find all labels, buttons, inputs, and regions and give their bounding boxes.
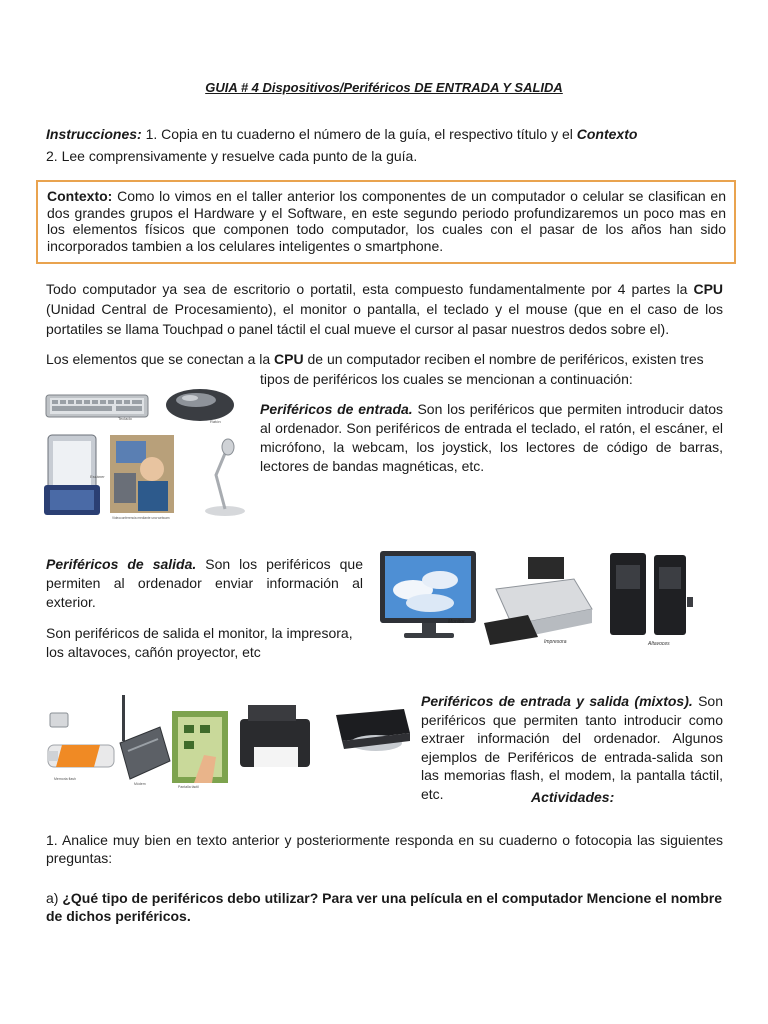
question-a-text: ¿Qué tipo de periféricos debo utilizar? Para ver una película en el computador Mencione el nombre de dichos periféricos. — [46, 890, 723, 924]
activities-heading: Actividades: — [531, 789, 615, 805]
activity-question-a — [46, 889, 723, 925]
input-peripherals-label: Periféricos de entrada. — [260, 401, 413, 417]
cpu-word: CPU — [693, 281, 724, 297]
modem-icon — [120, 695, 170, 779]
instructions-step1: 1. Copia en tu cuaderno el número de la guía, el respectivo título y el — [145, 126, 573, 142]
cpu-paragraph-part1: Todo computador ya sea de escritorio o portatil, esta compuesto fundamentalmente por 4 partes la — [46, 281, 688, 297]
document-title: GUIA # 4 Dispositivos/Periféricos DE ENTRADA Y SALIDA — [205, 80, 563, 95]
peripherals-intro — [46, 349, 723, 369]
peripherals-intro-part2: de un computador reciben el nombre de periféricos, existen tres — [307, 351, 704, 367]
instructions-line-1 — [46, 125, 746, 144]
output-peripherals-examples: Son periféricos de salida el monitor, la impresora, los altavoces, cañón proyector, etc — [46, 625, 353, 660]
speakers-caption: Altavoces — [648, 641, 670, 647]
flash-memory-caption: Memoria flash — [54, 777, 76, 781]
scanner-caption: Escáner — [90, 474, 105, 479]
context-box — [36, 180, 736, 264]
keyboard-caption: Teclado — [118, 416, 132, 421]
peripherals-intro-line2: tipos de periféricos los cuales se mencionan a continuación: — [260, 371, 633, 387]
question-a-prefix: a) — [46, 890, 59, 906]
context-label: Contexto: — [47, 188, 113, 204]
mouse-caption: Ratón — [210, 419, 221, 424]
instructions-context-word: Contexto — [576, 126, 638, 142]
cpu-paragraph — [46, 279, 723, 339]
keyboard-icon — [46, 395, 148, 417]
output-peripherals-image — [378, 545, 708, 650]
cpu-paragraph-part2: (Unidad Central de Procesamiento), el monitor o pantalla, el teclado y el mouse (que en el caso de los portatiles se llama — [46, 301, 723, 337]
output-peripherals-label: Periféricos de salida. — [46, 556, 197, 572]
modem-caption: Módem — [134, 782, 146, 786]
multifunction-printer-icon — [240, 705, 310, 767]
instructions-step2: 2. Lee comprensivamente y resuelve cada punto de la guía. — [46, 148, 418, 164]
optical-drive-icon — [336, 709, 410, 751]
touch-screen-caption: Pantalla táctil — [178, 785, 199, 789]
webcam-caption: Videoconferencia mediante una webcam — [112, 516, 170, 520]
printer-icon — [484, 557, 592, 645]
mixed-peripherals-image — [44, 685, 414, 790]
touch-screen-icon — [172, 711, 228, 783]
output-peripherals-text — [46, 555, 363, 612]
mixed-peripherals-text — [421, 692, 723, 803]
activity-question-1: 1. Analice muy bien en texto anterior y posteriormente responda en su cuaderno o fotocopia las siguientes preguntas: — [46, 832, 723, 866]
mixed-peripherals-label: Periféricos de entrada y salida (mixtos). — [421, 693, 693, 709]
mouse-icon — [166, 389, 234, 421]
flash-memory-icon — [48, 713, 114, 767]
instructions-label: Instrucciones: — [46, 126, 142, 142]
cpu-word-2: CPU — [274, 351, 304, 367]
printer-caption: Impresora — [544, 639, 567, 645]
mixed-peripherals-description: Son periféricos que permiten tanto introducir como extraer información del ordenador. Algunos ejemplos de Periféricos de entrada-salida son las memorias flash, el modem, la pantalla táctil, etc. — [421, 693, 724, 802]
microphone-icon — [205, 439, 245, 516]
input-peripherals-text — [260, 400, 723, 476]
monitor-caption: Monitor — [448, 619, 465, 625]
peripherals-intro-part1: Los elementos que se conectan a la — [46, 351, 271, 367]
input-peripherals-description: Son los periféricos que permiten introducir datos al ordenador. Son periféricos de entrada el teclado, el ratón, el escáner, el micrófono, la webcam, los joystick, los lectores de código de barras, lectores de bandas magnéticas, etc. — [260, 401, 724, 474]
output-peripherals-description: Son los periféricos que permiten al ordenador enviar información al exterior. — [46, 556, 363, 610]
context-text: Como lo vimos en el taller anterior los componentes de un computador o celular se clasifican en dos grandes grupos el Hardware y el Software, en este segundo periodo profundizaremos un poco mas en los elementos físicos que componen todo computador, los cuales con el pasar de los años han sido incorporados tambien a los celulares inteligentes o smartphone. — [47, 188, 727, 254]
cpu-paragraph-part3: Touchpad o panel táctil el cual mueve el cursor al pasar nuestros dedos sobre el). — [162, 321, 670, 337]
speakers-icon — [610, 553, 693, 635]
webcam-photo-icon — [110, 435, 174, 513]
input-peripherals-image — [40, 385, 255, 525]
